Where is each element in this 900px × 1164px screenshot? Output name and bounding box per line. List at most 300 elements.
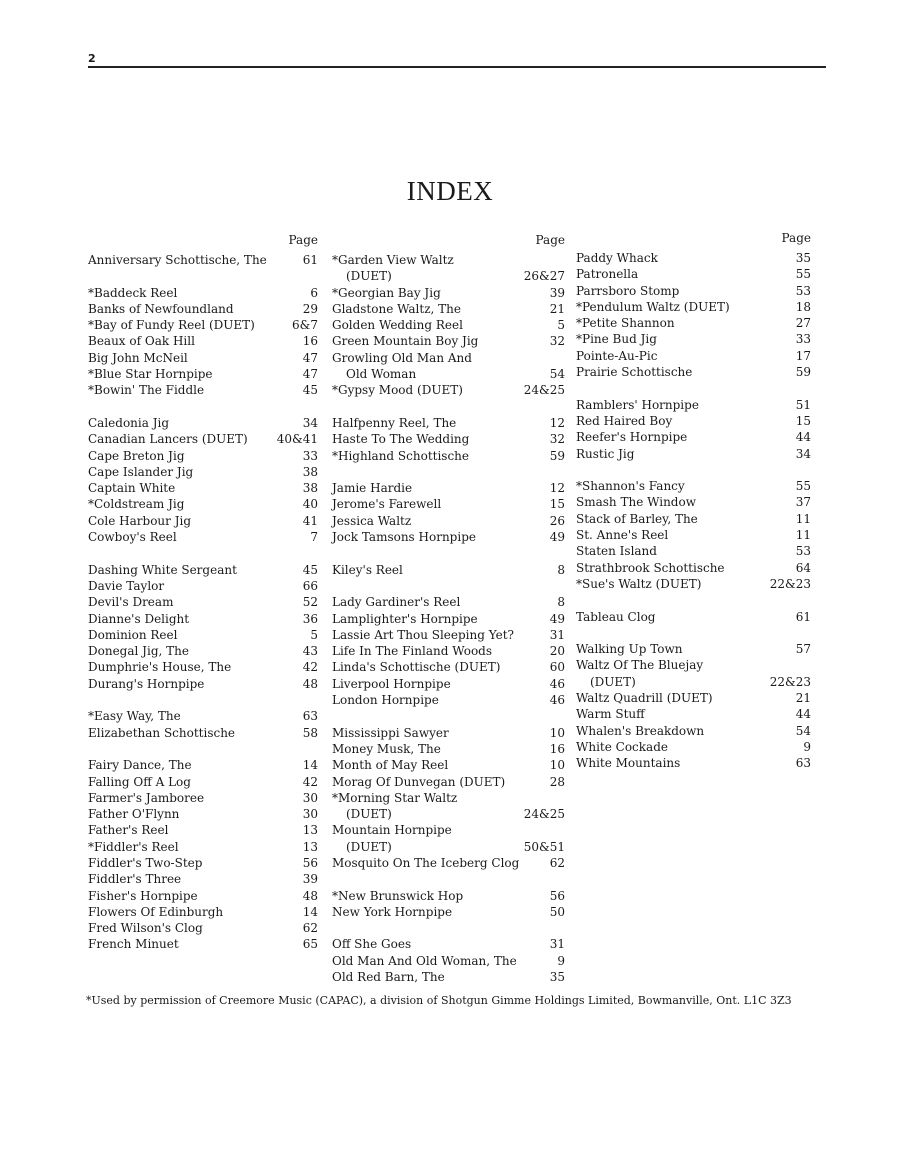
- tune-title: Old Red Barn, The: [332, 970, 445, 985]
- index-entry: [576, 511, 811, 527]
- tune-title: White Mountains: [576, 756, 681, 771]
- page-number-ref: 42: [302, 774, 318, 789]
- tune-title: Cole Harbour Jig: [88, 513, 192, 528]
- index-entry: [576, 413, 811, 429]
- index-entry: [332, 806, 565, 822]
- tune-title: Old Man And Old Woman, The: [332, 953, 517, 968]
- page-number-ref: 26&27: [523, 269, 565, 284]
- page-column-header: Page: [288, 233, 318, 247]
- index-entry: [332, 725, 565, 741]
- index-entry: [88, 480, 318, 496]
- header-rule: [88, 66, 826, 68]
- tune-title: Warm Stuff: [576, 707, 645, 722]
- page-number-ref: 40&41: [276, 432, 318, 447]
- tune-title: Fairy Dance, The: [88, 758, 192, 773]
- tune-title: Growling Old Man And: [332, 350, 472, 365]
- index-entry: [332, 643, 565, 659]
- tune-title: *Petite Shannon: [576, 316, 675, 331]
- index-entry: [332, 431, 565, 447]
- page-number-ref: 33: [795, 332, 811, 347]
- tune-title: Dianne's Delight: [88, 611, 190, 626]
- section-gap: [332, 920, 565, 936]
- page-number-ref: 48: [302, 676, 318, 691]
- index-entry: [332, 676, 565, 692]
- index-entry: [88, 333, 318, 349]
- index-entry: [576, 527, 811, 543]
- page-number-ref: 16: [302, 334, 318, 349]
- index-entry: [576, 478, 811, 494]
- tune-title: Father O'Flynn: [88, 807, 180, 822]
- page-number-ref: 43: [302, 644, 318, 659]
- tune-title: *Pine Bud Jig: [576, 332, 657, 347]
- page-number-ref: 53: [795, 544, 811, 559]
- index-entry: [88, 594, 318, 610]
- page-number-ref: 7: [310, 530, 318, 545]
- tune-title: Haste To The Wedding: [332, 432, 470, 447]
- index-entry: [88, 415, 318, 431]
- tune-title: Rustic Jig: [576, 446, 635, 461]
- tune-title: Pointe-Au-Pic: [576, 348, 658, 363]
- index-entry: [332, 969, 565, 985]
- tune-title: Canadian Lancers (DUET): [88, 432, 248, 447]
- page-number-ref: 50&51: [523, 839, 565, 854]
- index-column-3: [576, 230, 811, 772]
- tune-title: Whalen's Breakdown: [576, 723, 705, 738]
- page-number-ref: 54: [795, 723, 811, 738]
- page-number-ref: 47: [302, 350, 318, 365]
- index-entry: [576, 690, 811, 706]
- index-entry: [576, 299, 811, 315]
- page-number-ref: 46: [549, 676, 565, 691]
- tune-title: (DUET): [590, 674, 636, 689]
- tune-title: Staten Island: [576, 544, 657, 559]
- index-entry: [332, 268, 565, 284]
- page-number-ref: 13: [302, 839, 318, 854]
- page-number-ref: 66: [302, 578, 318, 593]
- page-number-ref: 53: [795, 283, 811, 298]
- tune-title: Reefer's Hornpipe: [576, 430, 688, 445]
- page-number-ref: 11: [795, 511, 811, 526]
- index-entry: [88, 382, 318, 398]
- tune-title: Green Mountain Boy Jig: [332, 334, 479, 349]
- index-entry: [88, 448, 318, 464]
- tune-title: Gladstone Waltz, The: [332, 301, 461, 316]
- tune-title: Mosquito On The Iceberg Clog: [332, 855, 520, 870]
- index-entry: [332, 936, 565, 952]
- section-gap: [88, 268, 318, 284]
- index-entry: [88, 252, 318, 268]
- index-entry: [332, 774, 565, 790]
- page-number-ref: 32: [549, 334, 565, 349]
- tune-title: Halfpenny Reel, The: [332, 415, 457, 430]
- page-number-ref: 24&25: [523, 383, 565, 398]
- index-entry: [332, 366, 565, 382]
- page-number-ref: 14: [302, 758, 318, 773]
- page-column-header: Page: [535, 233, 565, 247]
- tune-title: Fisher's Hornpipe: [88, 888, 198, 903]
- index-entry: [88, 757, 318, 773]
- index-entry: [332, 741, 565, 757]
- tune-title: Banks of Newfoundland: [88, 301, 234, 316]
- tune-title: Dashing White Sergeant: [88, 562, 237, 577]
- index-entry: [576, 641, 811, 657]
- tune-title: Elizabethan Schottische: [88, 725, 236, 740]
- page-number-ref: 51: [795, 397, 811, 412]
- index-entry: [332, 529, 565, 545]
- index-entry: [88, 643, 318, 659]
- page-number-ref: 50: [549, 904, 565, 919]
- index-entry: [88, 578, 318, 594]
- index-entry: [88, 888, 318, 904]
- index-entry: [332, 252, 565, 268]
- tune-title: Lassie Art Thou Sleeping Yet?: [332, 627, 514, 642]
- index-entry: [88, 790, 318, 806]
- tune-title: Life In The Finland Woods: [332, 644, 493, 659]
- page-number-ref: 38: [302, 481, 318, 496]
- tune-title: (DUET): [346, 269, 392, 284]
- index-entry: [88, 464, 318, 480]
- page-number-ref: 21: [549, 301, 565, 316]
- index-entry: [332, 594, 565, 610]
- page-number-ref: 10: [549, 725, 565, 740]
- tune-title: *Baddeck Reel: [88, 285, 178, 300]
- page-number-ref: 14: [302, 904, 318, 919]
- page-number-ref: 6&7: [292, 318, 318, 333]
- index-entry: [576, 348, 811, 364]
- section-gap: [332, 578, 565, 594]
- page-number-ref: 62: [549, 855, 565, 870]
- tune-title: Morag Of Dunvegan (DUET): [332, 774, 506, 789]
- index-entry: [88, 285, 318, 301]
- tune-title: Money Musk, The: [332, 741, 441, 756]
- tune-title: Farmer's Jamboree: [88, 790, 205, 805]
- index-entry: [88, 529, 318, 545]
- index-entry: [332, 790, 565, 806]
- section-gap: [88, 692, 318, 708]
- tune-title: Durang's Hornpipe: [88, 676, 205, 691]
- index-entry: [332, 692, 565, 708]
- page-number-ref: 39: [549, 285, 565, 300]
- page-number-ref: 16: [549, 741, 565, 756]
- page-number-ref: 27: [795, 316, 811, 331]
- page-number-ref: 17: [795, 348, 811, 363]
- index-entry: [88, 366, 318, 382]
- tune-title: Fiddler's Three: [88, 872, 182, 887]
- page-number-ref: 34: [302, 415, 318, 430]
- tune-title: *Sue's Waltz (DUET): [576, 576, 702, 591]
- page-number-ref: 38: [302, 464, 318, 479]
- index-entry: [88, 839, 318, 855]
- index-entry: [576, 739, 811, 755]
- index-entry: [332, 301, 565, 317]
- tune-title: Big John McNeil: [88, 350, 188, 365]
- index-entry: [576, 755, 811, 771]
- index-entry: [332, 562, 565, 578]
- index-entry: [576, 674, 811, 690]
- page-number-ref: 21: [795, 691, 811, 706]
- page-number-ref: 35: [549, 970, 565, 985]
- tune-title: Kiley's Reel: [332, 562, 403, 577]
- page-number-ref: 15: [549, 497, 565, 512]
- index-entry: [332, 448, 565, 464]
- tune-title: *Easy Way, The: [88, 709, 181, 724]
- page-number-ref: 5: [310, 627, 318, 642]
- tune-title: *Bay of Fundy Reel (DUET): [88, 318, 255, 333]
- entry-list: [576, 250, 811, 772]
- tune-title: Liverpool Hornpipe: [332, 676, 451, 691]
- tune-title: Donegal Jig, The: [88, 644, 189, 659]
- page-number-ref: 55: [795, 479, 811, 494]
- tune-title: *Blue Star Hornpipe: [88, 367, 213, 382]
- entry-list: [332, 252, 565, 985]
- section-gap: [332, 464, 565, 480]
- page-number-ref: 31: [549, 627, 565, 642]
- tune-title: Red Haired Boy: [576, 413, 673, 428]
- index-entry: [332, 382, 565, 398]
- page-number-ref: 30: [302, 807, 318, 822]
- tune-title: Cape Breton Jig: [88, 448, 185, 463]
- tune-title: Smash The Window: [576, 495, 696, 510]
- page-number-ref: 46: [549, 693, 565, 708]
- index-entry: [332, 855, 565, 871]
- tune-title: Captain White: [88, 481, 176, 496]
- index-entry: [88, 920, 318, 936]
- index-entry: [88, 708, 318, 724]
- index-entry: [576, 560, 811, 576]
- index-entry: [332, 317, 565, 333]
- tune-title: Mountain Hornpipe: [332, 823, 452, 838]
- tune-title: Devil's Dream: [88, 595, 174, 610]
- tune-title: *Bowin' The Fiddle: [88, 383, 205, 398]
- tune-title: Mississippi Sawyer: [332, 725, 449, 740]
- entry-list: [88, 252, 318, 953]
- section-gap: [332, 545, 565, 561]
- index-entry: [88, 562, 318, 578]
- index-entry: [576, 494, 811, 510]
- page-number-ref: 15: [795, 413, 811, 428]
- index-entry: [332, 480, 565, 496]
- index-entry: [332, 953, 565, 969]
- tune-title: French Minuet: [88, 937, 179, 952]
- section-gap: [332, 708, 565, 724]
- page-number-ref: 49: [549, 530, 565, 545]
- index-entry: [88, 513, 318, 529]
- tune-title: Old Woman: [346, 367, 417, 382]
- index-entry: [88, 301, 318, 317]
- index-column-2: [332, 232, 565, 985]
- tune-title: London Hornpipe: [332, 693, 439, 708]
- tune-title: St. Anne's Reel: [576, 528, 669, 543]
- index-entry: [332, 904, 565, 920]
- page-number-ref: 64: [795, 560, 811, 575]
- tune-title: New York Hornpipe: [332, 904, 453, 919]
- page-number-ref: 61: [302, 253, 318, 267]
- page-number-ref: 13: [302, 823, 318, 838]
- index-entry: [88, 676, 318, 692]
- tune-title: Dominion Reel: [88, 627, 178, 642]
- tune-title: Fiddler's Two-Step: [88, 855, 203, 870]
- index-entry: [332, 839, 565, 855]
- page-number-ref: 52: [302, 595, 318, 610]
- tune-title: Dumphrie's House, The: [88, 660, 232, 675]
- tune-title: Jamie Hardie: [332, 481, 413, 496]
- page-number-ref: 60: [549, 660, 565, 675]
- tune-title: Off She Goes: [332, 937, 412, 952]
- index-entry: [332, 496, 565, 512]
- tune-title: Flowers Of Edinburgh: [88, 904, 224, 919]
- page-number-ref: 65: [302, 937, 318, 952]
- section-gap: [576, 625, 811, 641]
- tune-title: (DUET): [346, 839, 392, 854]
- index-entry: [88, 855, 318, 871]
- page-number-ref: 6: [310, 285, 318, 300]
- footnote: *Used by permission of Creemore Music (CAPAC), a division of Shotgun Gimme Holdings Limited, Bowmanville, Ont. L1C 3Z3: [86, 994, 792, 1007]
- index-entry: [332, 888, 565, 904]
- page-number-ref: 8: [557, 562, 565, 577]
- tune-title: Jessica Waltz: [332, 513, 412, 528]
- tune-title: White Cockade: [576, 739, 668, 754]
- tune-title: Prairie Schottische: [576, 365, 693, 380]
- index-entry: [576, 446, 811, 462]
- tune-title: *Highland Schottische: [332, 448, 470, 463]
- index-entry: [88, 317, 318, 333]
- tune-title: Strathbrook Schottische: [576, 560, 725, 575]
- index-entry: [576, 609, 811, 625]
- index-entry: [332, 415, 565, 431]
- page-number-ref: 9: [557, 953, 565, 968]
- section-gap: [332, 399, 565, 415]
- page-number-ref: 10: [549, 758, 565, 773]
- index-entry: [88, 871, 318, 887]
- tune-title: (DUET): [346, 807, 392, 822]
- tune-title: Cape Islander Jig: [88, 464, 194, 479]
- page-number-ref: 35: [795, 251, 811, 265]
- tune-title: Lady Gardiner's Reel: [332, 595, 461, 610]
- tune-title: Linda's Schottische (DUET): [332, 660, 501, 675]
- index-entry: [332, 333, 565, 349]
- page-number-ref: 54: [549, 367, 565, 382]
- index-entry: [88, 806, 318, 822]
- page-number-ref: 45: [302, 383, 318, 398]
- page-number-ref: 31: [549, 937, 565, 952]
- tune-title: Walking Up Town: [576, 642, 683, 657]
- page-number-ref: 59: [549, 448, 565, 463]
- page-number-ref: 61: [795, 609, 811, 624]
- index-entry: [332, 822, 565, 838]
- page-number-ref: 33: [302, 448, 318, 463]
- page-number-ref: 22&23: [769, 576, 811, 591]
- tune-title: Waltz Of The Bluejay: [576, 658, 704, 673]
- index-entry: [88, 774, 318, 790]
- index-entry: [88, 904, 318, 920]
- section-gap: [88, 741, 318, 757]
- tune-title: *Garden View Waltz: [332, 253, 454, 267]
- page-number-ref: 29: [302, 301, 318, 316]
- index-entry: [88, 350, 318, 366]
- index-entry: [332, 350, 565, 366]
- tune-title: Patronella: [576, 267, 639, 282]
- page-number-ref: 22&23: [769, 674, 811, 689]
- index-entry: [88, 496, 318, 512]
- index-entry: [576, 250, 811, 266]
- index-entry: [88, 627, 318, 643]
- page-number-ref: 32: [549, 432, 565, 447]
- section-gap: [88, 545, 318, 561]
- page-number-ref: 49: [549, 611, 565, 626]
- section-gap: [576, 462, 811, 478]
- index-entry: [332, 627, 565, 643]
- page-number-ref: 63: [795, 756, 811, 771]
- index-entry: [88, 822, 318, 838]
- index-entry: [332, 611, 565, 627]
- tune-title: *Morning Star Waltz: [332, 790, 458, 805]
- page-number-ref: 5: [557, 318, 565, 333]
- tune-title: Lamplighter's Hornpipe: [332, 611, 478, 626]
- page-column-header: Page: [781, 231, 811, 245]
- index-entry: [576, 706, 811, 722]
- tune-title: Father's Reel: [88, 823, 169, 838]
- index-entry: [576, 283, 811, 299]
- page-number-ref: 36: [302, 611, 318, 626]
- page-number-ref: 56: [302, 855, 318, 870]
- page-number-ref: 48: [302, 888, 318, 903]
- tune-title: *Coldstream Jig: [88, 497, 185, 512]
- page-number-ref: 9: [803, 739, 811, 754]
- tune-title: Golden Wedding Reel: [332, 318, 463, 333]
- index-entry: [88, 611, 318, 627]
- tune-title: *Georgian Bay Jig: [332, 285, 441, 300]
- page-number-ref: 26: [549, 513, 565, 528]
- tune-title: Anniversary Schottische, The: [88, 253, 267, 267]
- section-gap: [332, 871, 565, 887]
- index-entry: [576, 657, 811, 673]
- page-number-ref: 44: [795, 430, 811, 445]
- tune-title: Stack of Barley, The: [576, 511, 698, 526]
- section-gap: [576, 380, 811, 396]
- page-number-ref: 55: [795, 267, 811, 282]
- index-entry: [576, 397, 811, 413]
- tune-title: Beaux of Oak Hill: [88, 334, 195, 349]
- page-number-ref: 30: [302, 790, 318, 805]
- index-entry: [88, 725, 318, 741]
- page-number-ref: 24&25: [523, 807, 565, 822]
- index-entry: [88, 659, 318, 675]
- index-entry: [332, 285, 565, 301]
- section-gap: [576, 592, 811, 608]
- tune-title: Tableau Clog: [576, 609, 656, 624]
- tune-title: Ramblers' Hornpipe: [576, 397, 699, 412]
- page-number-ref: 40: [302, 497, 318, 512]
- page-number-ref: 47: [302, 367, 318, 382]
- page-number-ref: 57: [795, 642, 811, 657]
- index-entry: [576, 315, 811, 331]
- page-number: 2: [88, 52, 96, 65]
- tune-title: *Pendulum Waltz (DUET): [576, 299, 730, 314]
- index-entry: [332, 659, 565, 675]
- page-number-ref: 12: [549, 481, 565, 496]
- index-entry: [576, 723, 811, 739]
- page-number-ref: 44: [795, 707, 811, 722]
- index-entry: [88, 936, 318, 952]
- index-entry: [576, 429, 811, 445]
- section-gap: [88, 399, 318, 415]
- page-number-ref: 45: [302, 562, 318, 577]
- index-column-1: [88, 232, 318, 953]
- tune-title: *Shannon's Fancy: [576, 479, 685, 494]
- index-entry: [576, 266, 811, 282]
- index-entry: [88, 431, 318, 447]
- tune-title: *Gypsy Mood (DUET): [332, 383, 463, 398]
